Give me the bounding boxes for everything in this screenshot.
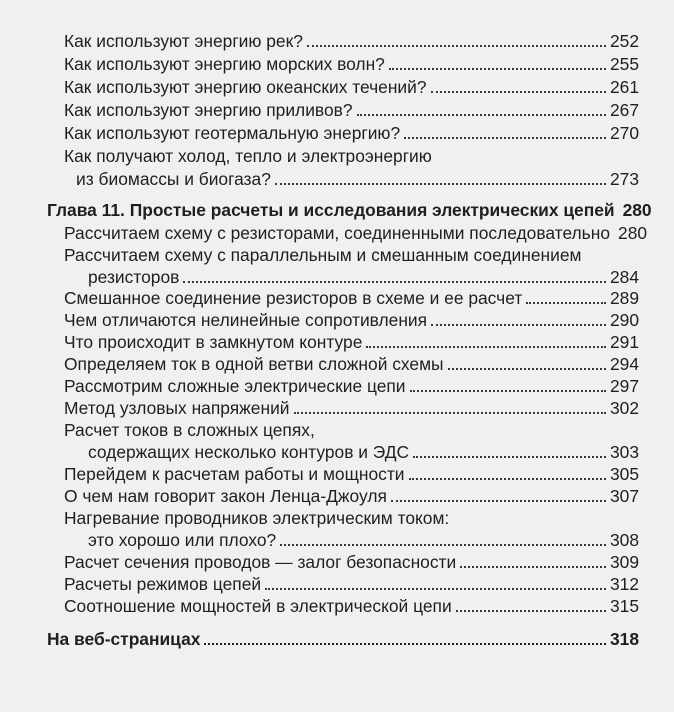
leader-dots — [280, 543, 606, 546]
toc-entry — [64, 122, 639, 144]
entry-title: содержащих несколько контуров и ЭДС — [88, 442, 410, 462]
leader-dots — [307, 44, 606, 47]
entry-title: это хорошо или плохо? — [88, 530, 277, 550]
page-number: 303 — [609, 442, 639, 462]
leader-dots — [460, 565, 606, 568]
entry-title-line1: Расчет токов в сложных цепях, — [64, 420, 315, 440]
page-number: 270 — [609, 123, 639, 143]
entry-title: Что происходит в замкнутом контуре — [64, 332, 363, 352]
page-number: 297 — [609, 376, 639, 396]
page-number: 290 — [609, 310, 639, 330]
page-number: 312 — [609, 574, 639, 594]
page-number: 280 — [622, 200, 652, 220]
section-title: На веб-страницах — [47, 629, 201, 649]
toc-entry — [64, 76, 639, 98]
web-section-heading — [47, 628, 639, 650]
toc-entry — [64, 573, 639, 595]
entry-title: Метод узловых напряжений — [64, 398, 290, 418]
entry-title-line1: Нагревание проводников электрическим током: — [64, 508, 450, 528]
leader-dots — [357, 113, 606, 116]
toc-entry — [64, 99, 639, 121]
toc-entry — [64, 30, 639, 52]
toc-entry — [64, 244, 639, 288]
page-number: 302 — [609, 398, 639, 418]
leader-dots — [448, 367, 606, 370]
chapter-title: Глава 11. Простые расчеты и исследования электрических цепей — [47, 200, 615, 220]
toc-entry — [64, 485, 639, 507]
leader-dots — [389, 67, 606, 70]
page-number: 291 — [609, 332, 639, 352]
entry-title-line1: Рассчитаем схему с параллельным и смешанным соединением — [64, 245, 582, 265]
entry-title: Расчеты режимов цепей — [64, 574, 262, 594]
toc-entry — [64, 419, 639, 463]
leader-dots — [404, 136, 606, 139]
toc-entry — [64, 331, 639, 353]
page-number: 289 — [609, 288, 639, 308]
entry-title: Как используют энергию приливов? — [64, 100, 353, 120]
toc-entry — [64, 53, 639, 75]
leader-dots — [431, 323, 606, 326]
leader-dots — [366, 345, 606, 348]
entry-title-line1: Как получают холод, тепло и электроэнергию — [64, 146, 432, 166]
entry-title: Определяем ток в одной ветви сложной схемы — [64, 354, 444, 374]
page-number: 267 — [609, 100, 639, 120]
page-number: 294 — [609, 354, 639, 374]
toc-entry — [64, 397, 639, 419]
leader-dots — [431, 90, 606, 93]
page-number: 309 — [609, 552, 639, 572]
toc-entry — [64, 222, 648, 244]
leader-dots — [204, 642, 606, 645]
page-number: 307 — [609, 486, 639, 506]
entry-title: Как используют энергию океанских течений? — [64, 77, 427, 97]
entry-title: из биомассы и биогаза? — [76, 169, 271, 189]
entry-title: Чем отличаются нелинейные сопротивления — [64, 310, 428, 330]
entry-title: Рассмотрим сложные электрические цепи — [64, 376, 406, 396]
toc-entry — [64, 595, 639, 617]
leader-dots — [294, 411, 606, 414]
entry-title: Смешанное соединение резисторов в схеме и ее расчет — [64, 288, 523, 308]
leader-dots — [409, 477, 606, 480]
page-number: 308 — [609, 530, 639, 550]
page-number: 305 — [609, 464, 639, 484]
page-number: 318 — [609, 629, 639, 649]
toc-entry — [64, 507, 639, 551]
toc-entry — [64, 309, 639, 331]
leader-dots — [410, 389, 606, 392]
page-number: 252 — [609, 31, 639, 51]
toc-entry — [64, 375, 639, 397]
entry-title: Как используют геотермальную энергию? — [64, 123, 401, 143]
entry-title: Соотношение мощностей в электрической цепи — [64, 596, 452, 616]
leader-dots — [526, 301, 606, 304]
page-number: 255 — [609, 54, 639, 74]
entry-title: О чем нам говорит закон Ленца-Джоуля — [64, 486, 387, 506]
toc-entry — [64, 287, 639, 309]
entry-title: Как используют энергию рек? — [64, 31, 303, 51]
leader-dots — [391, 499, 606, 502]
entry-title: резисторов — [88, 267, 180, 287]
page-number: 315 — [609, 596, 639, 616]
leader-dots — [456, 609, 606, 612]
toc-entry — [64, 353, 639, 375]
chapter-heading — [47, 199, 652, 221]
leader-dots — [413, 455, 606, 458]
entry-title: Как используют энергию морских волн? — [64, 54, 385, 74]
entry-title: Рассчитаем схему с резисторами, соединенными последовательно — [64, 223, 611, 243]
leader-dots — [183, 280, 606, 283]
page-number: 284 — [609, 267, 639, 287]
entry-title: Расчет сечения проводов — залог безопасности — [64, 552, 457, 572]
toc-entry — [64, 551, 639, 573]
leader-dots — [275, 182, 606, 185]
leader-dots — [265, 587, 606, 590]
toc-entry — [64, 463, 639, 485]
toc-entry — [64, 145, 639, 190]
page-number: 280 — [618, 223, 648, 243]
entry-title: Перейдем к расчетам работы и мощности — [64, 464, 405, 484]
page-number: 273 — [609, 169, 639, 189]
page-number: 261 — [609, 77, 639, 97]
